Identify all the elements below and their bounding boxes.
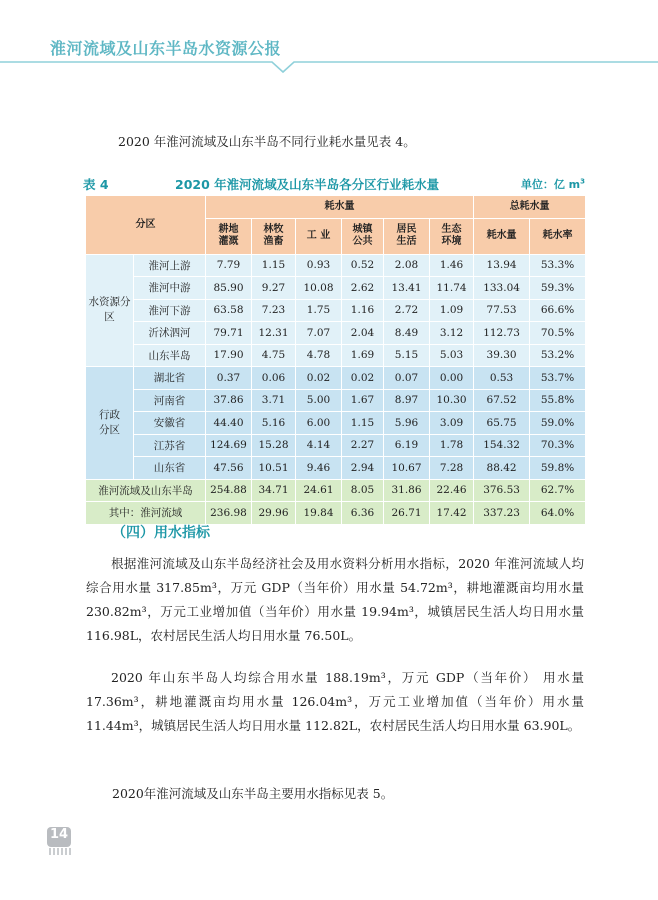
table-cell: 15.28 [252,434,296,457]
table-cell: 55.8% [530,389,586,412]
table-cell: 4.14 [296,434,342,457]
table-cell: 1.69 [342,344,384,367]
table-cell: 0.52 [342,254,384,277]
total-rows [86,479,586,524]
table-cell: 64.0% [530,502,586,525]
page-header [0,0,658,80]
table-cell: 8.49 [384,322,430,345]
table-row [86,367,586,390]
table-cell: 67.52 [474,389,530,412]
table-cell: 10.67 [384,457,430,480]
table-cell: 39.30 [474,344,530,367]
table-cell: 59.8% [530,457,586,480]
table-cell: 2.72 [384,299,430,322]
table-row [86,502,586,525]
table-cell: 5.03 [430,344,474,367]
table-cell: 0.02 [342,367,384,390]
table-cell: 0.93 [296,254,342,277]
table-cell: 124.69 [206,434,252,457]
table-title: 2020 年淮河流域及山东半岛各分区行业耗水量 [175,177,440,192]
table-row [86,254,586,277]
table-cell: 2.94 [342,457,384,480]
table-cell: 53.7% [530,367,586,390]
section-title: （四）用水指标 [112,525,210,541]
table-cell: 6.00 [296,412,342,435]
table-row [86,277,586,300]
header-col: 耗水率 [530,218,586,254]
header-col: 耕地 灌溉 [206,218,252,254]
table-cell: 19.84 [296,502,342,525]
table-cell: 0.53 [474,367,530,390]
table-unit: 单位：亿 $m^3$ [520,177,585,191]
table-cell: 88.42 [474,457,530,480]
table-cell: 85.90 [206,277,252,300]
header-title: 淮河流域及山东半岛水资源公报 [50,39,282,58]
table-cell: 254.88 [206,479,252,502]
row-label: 江苏省 [134,434,206,457]
table-cell: 1.09 [430,299,474,322]
row-label: 安徽省 [134,412,206,435]
table-row [86,389,586,412]
table-cell: 7.23 [252,299,296,322]
table-cell: 13.94 [474,254,530,277]
row-label: 淮河上游 [134,254,206,277]
table-cell: 1.67 [342,389,384,412]
table-cell: 0.37 [206,367,252,390]
table-cell: 17.42 [430,502,474,525]
table-cell: 47.56 [206,457,252,480]
header-col: 居民 生活 [384,218,430,254]
table-cell: 2.04 [342,322,384,345]
table-cell: 63.58 [206,299,252,322]
header-col: 林牧 渔畜 [252,218,296,254]
table-cell: 13.41 [384,277,430,300]
table-cell: 9.27 [252,277,296,300]
table-caption [83,172,585,194]
table-cell: 10.08 [296,277,342,300]
intro-text: 2020 年淮河流域及山东半岛不同行业耗水量见表 4。 [118,134,416,149]
row-label: 淮河流域及山东半岛 [86,479,206,502]
group-label: 行政 分区 [86,367,134,480]
page-number: 14 [46,826,72,856]
paragraph: 2020年淮河流域及山东半岛主要用水指标见表 5。 [112,786,394,801]
row-label: 其中：淮河流域 [86,502,206,525]
table-cell: 10.30 [430,389,474,412]
table-cell: 0.07 [384,367,430,390]
table-row [86,457,586,480]
table-cell: 6.19 [384,434,430,457]
table-cell: 1.15 [252,254,296,277]
table-cell: 22.46 [430,479,474,502]
table-cell: 7.28 [430,457,474,480]
table-cell: 53.2% [530,344,586,367]
table-cell: 8.97 [384,389,430,412]
table-cell: 66.6% [530,299,586,322]
table-row [86,344,586,367]
table-cell: 29.96 [252,502,296,525]
row-label: 淮河中游 [134,277,206,300]
table-row [86,322,586,345]
table-cell: 77.53 [474,299,530,322]
table-cell: 4.78 [296,344,342,367]
water-resource-rows [86,254,586,367]
table-cell: 0.02 [296,367,342,390]
row-label: 河南省 [134,389,206,412]
table-cell: 154.32 [474,434,530,457]
header-col: 城镇 公共 [342,218,384,254]
table-cell: 2.27 [342,434,384,457]
table-cell: 0.06 [252,367,296,390]
water-consumption-table [85,195,586,525]
table-cell: 376.53 [474,479,530,502]
table-cell: 6.36 [342,502,384,525]
table-cell: 0.00 [430,367,474,390]
table-row [86,479,586,502]
row-label: 沂沭泗河 [134,322,206,345]
row-label: 山东半岛 [134,344,206,367]
table-cell: 12.31 [252,322,296,345]
table-cell: 31.86 [384,479,430,502]
table-number: 表 4 [83,177,109,192]
admin-rows [86,367,586,480]
table-cell: 26.71 [384,502,430,525]
table-row [86,412,586,435]
table-cell: 4.75 [252,344,296,367]
table-cell: 1.16 [342,299,384,322]
group-label: 水资源分区 [86,254,134,367]
table-row [86,299,586,322]
table-cell: 1.78 [430,434,474,457]
table-cell: 17.90 [206,344,252,367]
table-cell: 3.12 [430,322,474,345]
table-cell: 236.98 [206,502,252,525]
table-cell: 53.3% [530,254,586,277]
table-cell: 3.71 [252,389,296,412]
table-cell: 133.04 [474,277,530,300]
paragraph: 根据淮河流域及山东半岛经济社会及用水资料分析用水指标，2020 年淮河流域人均综合用水量 317.85m³，万元 GDP（当年价）用水量 54.72m³，耕地灌溉亩均用水量 230.82m³，万元工业增加值（当年价）用水量 19.94m³，城镇居民生活人均日用水量 116.98L，农村居民生活人均日用水量 76.50L。 [86,556,584,643]
table-cell: 9.46 [296,457,342,480]
table-cell: 34.71 [252,479,296,502]
row-label: 淮河下游 [134,299,206,322]
table-cell: 65.75 [474,412,530,435]
table-cell: 5.00 [296,389,342,412]
table-cell: 11.74 [430,277,474,300]
table-row [86,434,586,457]
table-cell: 59.0% [530,412,586,435]
table-cell: 70.5% [530,322,586,345]
header-col: 耗水量 [474,218,530,254]
table-cell: 5.15 [384,344,430,367]
header-col: 生态 环境 [430,218,474,254]
header-consumption: 耗水量 [206,196,474,219]
table-cell: 7.79 [206,254,252,277]
table-cell: 8.05 [342,479,384,502]
row-label: 湖北省 [134,367,206,390]
table-cell: 2.62 [342,277,384,300]
table-cell: 79.71 [206,322,252,345]
table-cell: 7.07 [296,322,342,345]
table-cell: 1.46 [430,254,474,277]
table-cell: 3.09 [430,412,474,435]
table-cell: 337.23 [474,502,530,525]
header-col: 工 业 [296,218,342,254]
table-cell: 1.15 [342,412,384,435]
table-cell: 37.86 [206,389,252,412]
table-cell: 10.51 [252,457,296,480]
header-region: 分区 [86,196,206,255]
table-cell: 5.96 [384,412,430,435]
row-label: 山东省 [134,457,206,480]
table-cell: 112.73 [474,322,530,345]
table-cell: 70.3% [530,434,586,457]
table-cell: 5.16 [252,412,296,435]
table-cell: 2.08 [384,254,430,277]
table-cell: 62.7% [530,479,586,502]
header-total: 总耗水量 [474,196,586,219]
table-cell: 59.3% [530,277,586,300]
table-cell: 1.75 [296,299,342,322]
table-cell: 24.61 [296,479,342,502]
paragraph: 2020 年山东半岛人均综合用水量 188.19m³，万元 GDP（当年价） 用水量 17.36m³，耕地灌溉亩均用水量 126.04m³，万元工业增加值（当年价）用水量 11.44m³，城镇居民生活人均日用水量 112.82L，农村居民生活人均日用水量 63.90L。 [86,670,584,733]
table-cell: 44.40 [206,412,252,435]
